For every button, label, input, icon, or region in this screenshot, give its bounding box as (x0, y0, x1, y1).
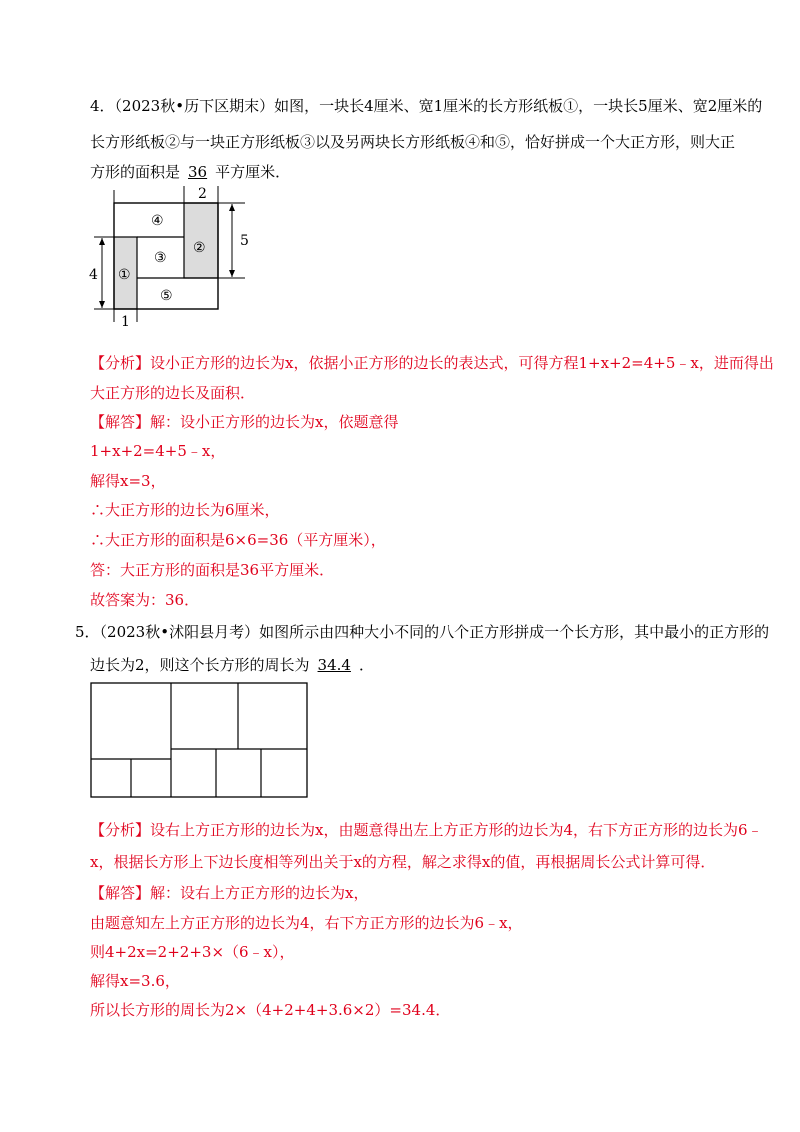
q5-stem-suffix: ． (358, 656, 374, 674)
q4-step2: ∴大正方形的面积是6×6=36（平方厘米）， (90, 531, 386, 549)
q5-step1: 由题意知左上方正方形的边长为4，右下方正方形的边长为6﹣x， (90, 914, 523, 932)
q5-step3: 解得x=3.6， (90, 972, 180, 990)
rectangle-outline (91, 683, 307, 797)
label-left: 4 (89, 267, 98, 283)
q5-step4: 所以长方形的周长为2×（4+2+4+3.6×2）=34.4． (90, 1001, 451, 1019)
q4-equation: 1+x+2=4+5﹣x， (90, 442, 226, 460)
label-bottom: 1 (121, 314, 130, 330)
q5-analysis-line2: x，根据长方形上下边长度相等列出关于x的方程，解之求得x的值，再根据周长公式计算可得． (90, 853, 716, 871)
q4-step1: ∴大正方形的边长为6厘米， (90, 501, 280, 519)
q4-answer-line: 答：大正方形的面积是36平方厘米． (90, 561, 335, 579)
q4-stem-suffix: 平方厘米． (215, 163, 291, 181)
label-top: 2 (198, 186, 207, 202)
q4-stem-line1: 4．（2023秋•历下区期末）如图，一块长4厘米、宽1厘米的长方形纸板①，一块长5厘米、宽2厘米的 (90, 97, 763, 115)
q5-analysis-line1: 【分析】设右上方正方形的边长为x，由题意得出左上方正方形的边长为4，右下方正方形的边长为6﹣ (90, 821, 763, 839)
q4-solve: 解得x=3， (90, 472, 166, 490)
q5-answer-blank: 34.4 (317, 656, 351, 674)
q4-stem-line3 (90, 162, 290, 182)
q5-step2: 则4+2x=2+2+3×（6﹣x）， (90, 943, 295, 961)
q5-stem-line1: 5．（2023秋•沭阳县月考）如图所示由四种大小不同的八个正方形拼成一个长方形，其中最小的正方形的 (75, 623, 770, 641)
q5-solution-head: 【解答】解：设右上方正方形的边长为x， (90, 884, 369, 902)
piece-label-4: ④ (151, 213, 164, 229)
piece-label-5: ⑤ (160, 288, 173, 304)
q4-figure (80, 180, 260, 330)
piece-label-1: ① (118, 267, 131, 283)
piece-label-2: ② (193, 240, 206, 256)
piece-label-3: ③ (154, 250, 167, 266)
q4-answer-blank: 36 (188, 163, 208, 181)
q5-stem-line2 (90, 655, 374, 675)
q5-stem-text: 边长为2，则这个长方形的周长为 (90, 656, 310, 674)
q4-stem-text: 方形的面积是 (90, 163, 181, 181)
q5-figure (90, 682, 310, 800)
q4-analysis-line1: 【分析】设小正方形的边长为x，依据小正方形的边长的表达式，可得方程1+x+2=4+5﹣x，进而得出 (90, 354, 774, 372)
label-right: 5 (240, 233, 249, 249)
q4-analysis-line2: 大正方形的边长及面积． (90, 384, 256, 402)
q4-final: 故答案为：36． (90, 591, 200, 609)
q4-solution-head: 【解答】解：设小正方形的边长为x，依题意得 (90, 413, 399, 431)
q4-stem-line2: 长方形纸板②与一块正方形纸板③以及另两块长方形纸板④和⑤，恰好拼成一个大正方形，则大正 (90, 133, 736, 151)
